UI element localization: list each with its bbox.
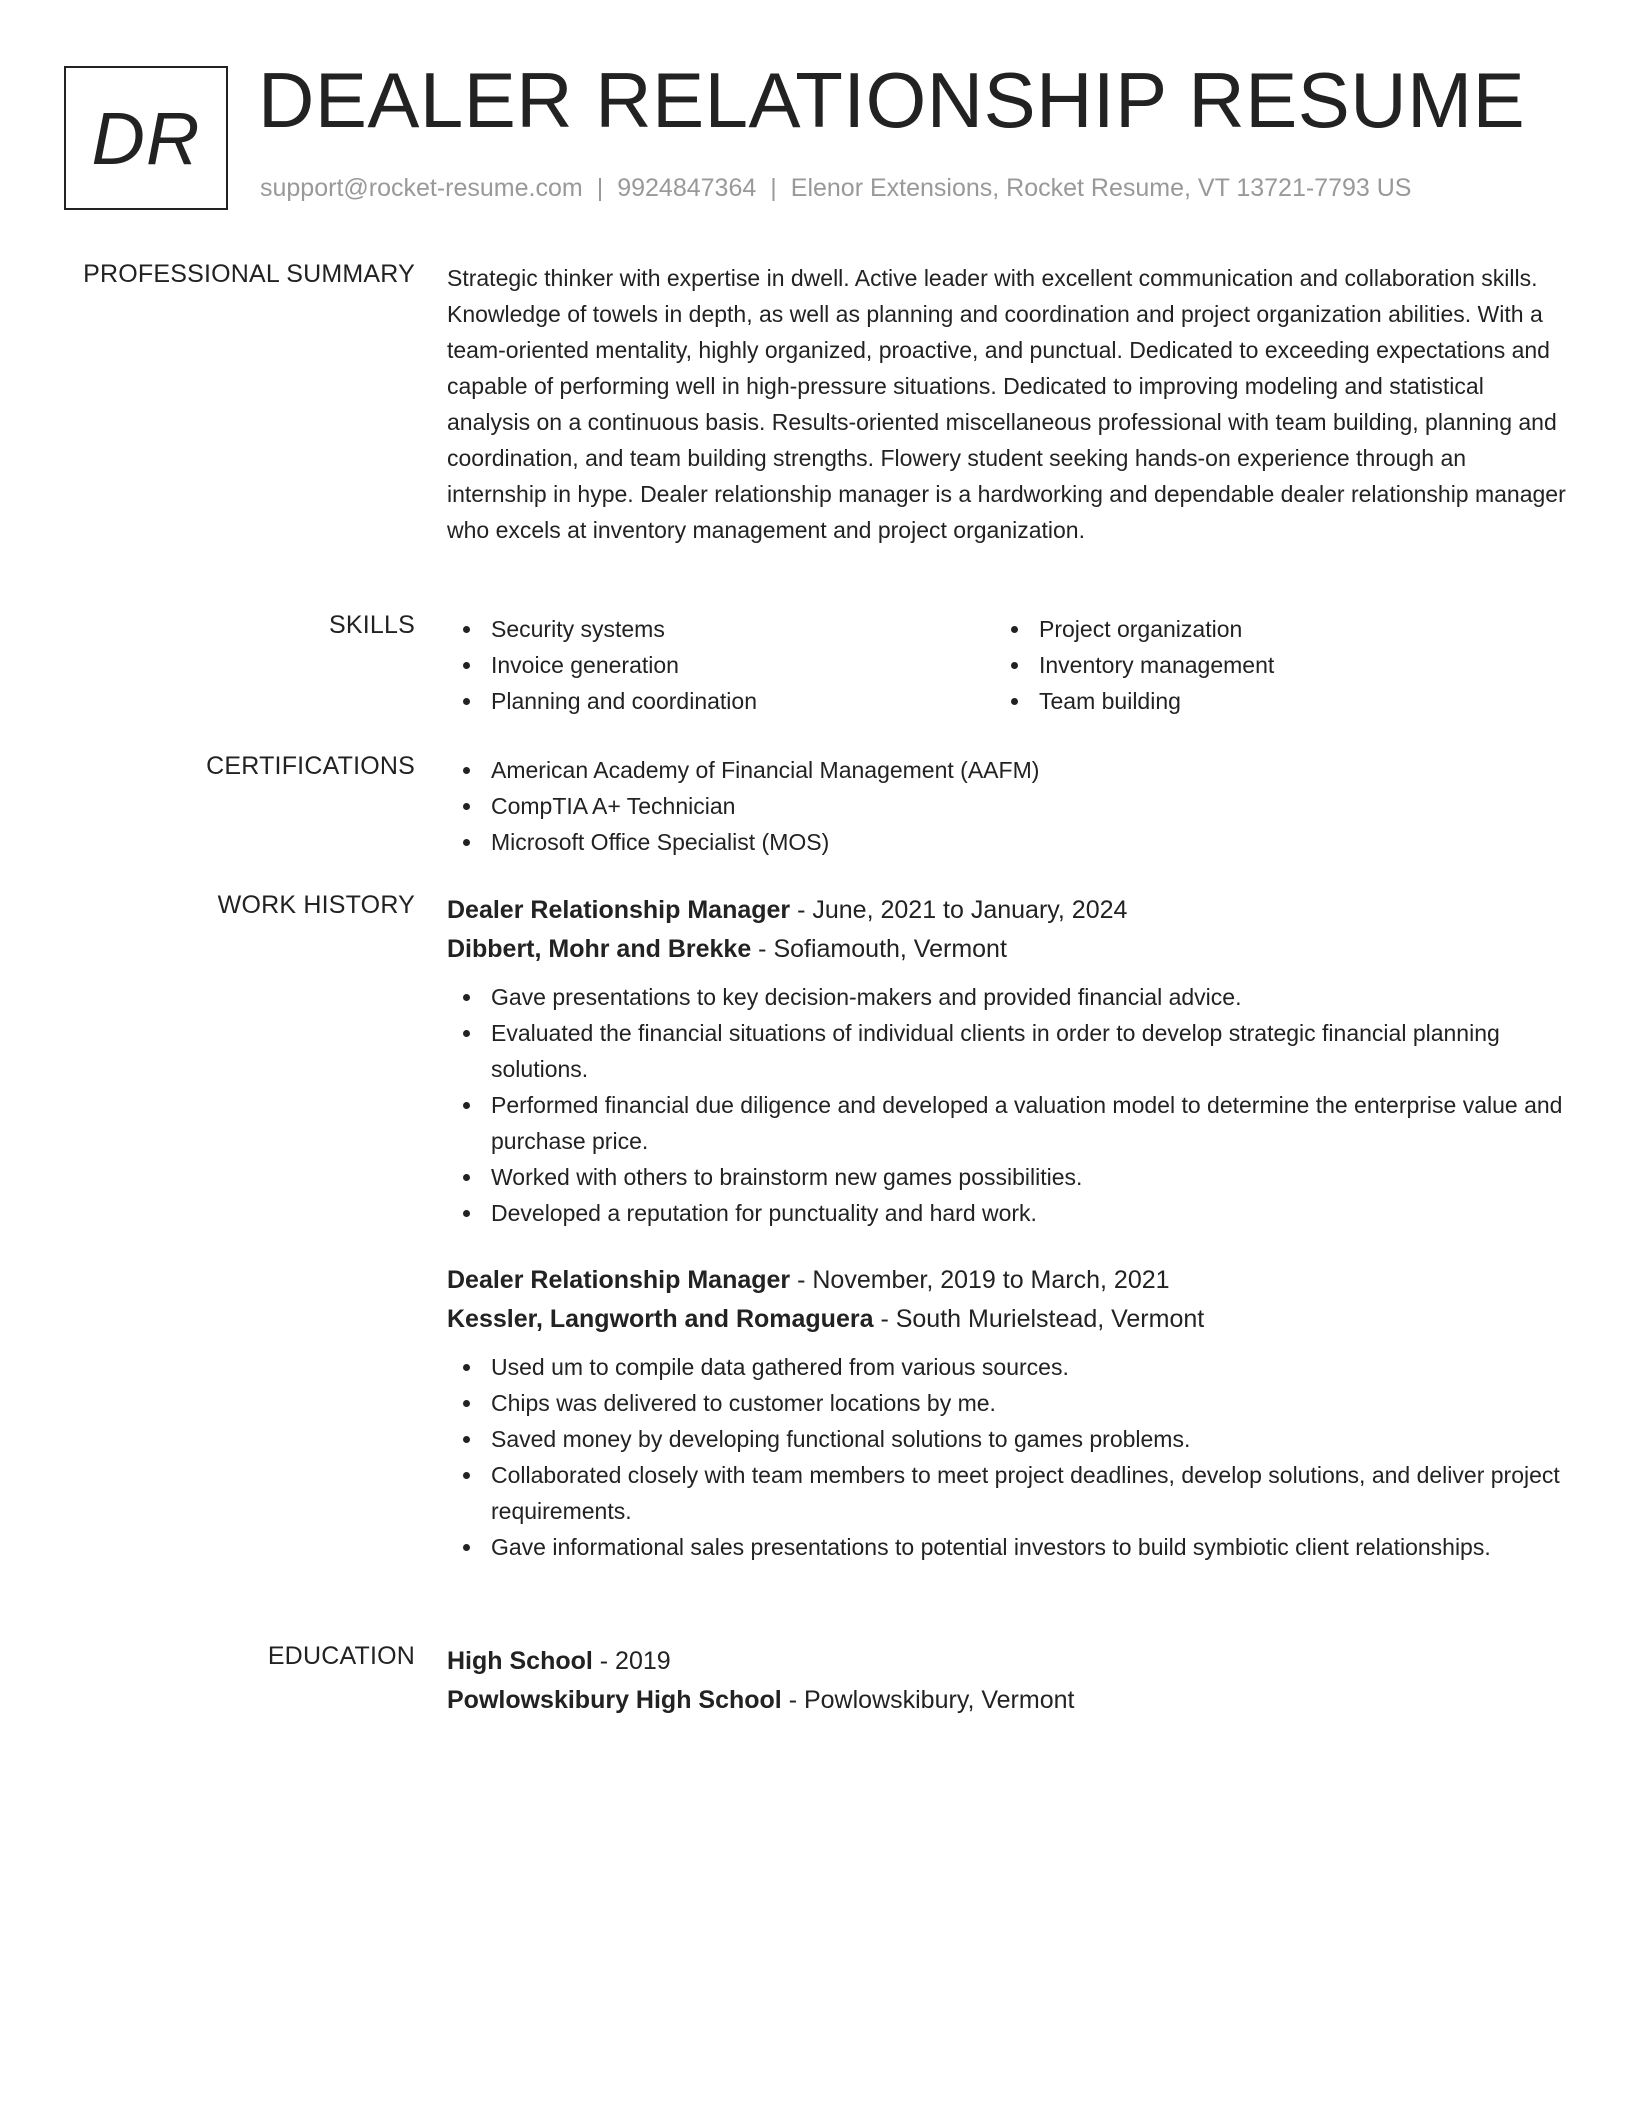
summary-text: Strategic thinker with expertise in dwell. Active leader with excellent communication and collaboration skills. Knowledge of towels in depth, as well as planning and coordination and project organization abilities. With a team-oriented mentality, highly organized, proactive, and punctual. Dedicated to exceeding expectations and capable of performing well in high-pressure situations. Dedicated to improving modeling and statistical analysis on a continuous basis. Results-oriented miscellaneous professional with team building, planning and coordination, and team building strengths. Flowery student seeking hands-on experience through an internship in hype. Dealer relationship manager is a hardworking and dependable dealer relationship manager who excels at inventory management and project organization. [447, 265, 1566, 543]
skills-list-right [995, 611, 1543, 719]
job-company: Dibbert, Mohr and Brekke [447, 935, 752, 963]
job-bullet: Worked with others to brainstorm new games possibilities. [447, 1159, 1567, 1195]
education-degree: High School [447, 1647, 593, 1675]
section-label-skills: SKILLS [329, 611, 415, 639]
education-body [447, 1642, 1567, 1720]
job-title: Dealer Relationship Manager [447, 896, 791, 924]
job-bullet: Gave informational sales presentations to potential investors to build symbiotic client relationships. [447, 1529, 1567, 1565]
skill-item: Team building [995, 683, 1543, 719]
job-company: Kessler, Langworth and Romaguera [447, 1305, 874, 1333]
job-bullet: Gave presentations to key decision-makers and provided financial advice. [447, 979, 1567, 1015]
contact-phone[interactable]: 9924847364 [617, 174, 757, 202]
section-label-summary: PROFESSIONAL SUMMARY [83, 260, 415, 288]
job-title: Dealer Relationship Manager [447, 1266, 791, 1294]
section-label-education: EDUCATION [267, 1642, 415, 1670]
skill-item: Planning and coordination [447, 683, 995, 719]
contact-email[interactable]: support@rocket-resume.com [260, 174, 583, 202]
certification-item: American Academy of Financial Management (AAFM) [447, 752, 1567, 788]
job-bullet: Developed a reputation for punctuality and hard work. [447, 1195, 1567, 1231]
job-bullet: Performed financial due diligence and developed a valuation model to determine the enterprise value and purchase price. [447, 1087, 1567, 1159]
job-location: - South Murielstead, Vermont [873, 1305, 1205, 1333]
contact-line [260, 174, 1411, 203]
job-entry [447, 891, 1567, 1231]
skills-grid [447, 611, 1567, 719]
section-label-certifications: CERTIFICATIONS [206, 752, 415, 780]
job-bullet: Chips was delivered to customer locations by me. [447, 1385, 1567, 1421]
resume-title: DEALER RELATIONSHIP RESUME [258, 56, 1526, 144]
monogram-box [64, 66, 228, 210]
section-label-work-history: WORK HISTORY [217, 891, 415, 919]
certification-item: Microsoft Office Specialist (MOS) [447, 824, 1567, 860]
skill-item: Invoice generation [447, 647, 995, 683]
job-entry [447, 1261, 1567, 1565]
skill-item: Project organization [995, 611, 1543, 647]
job-bullet: Collaborated closely with team members to meet project deadlines, develop solutions, and deliver project requirements. [447, 1457, 1567, 1529]
job-bullet: Saved money by developing functional solutions to games problems. [447, 1421, 1567, 1457]
work-history-body [447, 891, 1567, 1565]
education-school-line [447, 1681, 1567, 1720]
job-company-line [447, 930, 1567, 969]
education-year: - 2019 [592, 1647, 671, 1675]
certification-item: CompTIA A+ Technician [447, 788, 1567, 824]
job-bullets [447, 1349, 1567, 1565]
education-degree-line [447, 1642, 1567, 1681]
education-school: Powlowskibury High School [447, 1686, 782, 1714]
job-dates: - June, 2021 to January, 2024 [790, 896, 1128, 924]
education-location: - Powlowskibury, Vermont [781, 1686, 1075, 1714]
job-company-line [447, 1300, 1567, 1339]
skill-item: Inventory management [995, 647, 1543, 683]
contact-address: Elenor Extensions, Rocket Resume, VT 13721-7793 US [790, 174, 1412, 202]
contact-separator: | [770, 174, 777, 202]
summary-body [447, 260, 1567, 548]
certifications-list [447, 752, 1567, 860]
monogram-initials: DR [91, 96, 201, 180]
job-bullets [447, 979, 1567, 1231]
job-bullet: Evaluated the financial situations of individual clients in order to develop strategic financial planning solutions. [447, 1015, 1567, 1087]
job-dates: - November, 2019 to March, 2021 [790, 1266, 1170, 1294]
certifications-body [447, 752, 1567, 860]
skills-list-left [447, 611, 995, 719]
job-bullet: Used um to compile data gathered from various sources. [447, 1349, 1567, 1385]
contact-separator: | [596, 174, 604, 202]
job-title-line [447, 891, 1567, 930]
job-title-line [447, 1261, 1567, 1300]
job-location: - Sofiamouth, Vermont [751, 935, 1007, 963]
skill-item: Security systems [447, 611, 995, 647]
